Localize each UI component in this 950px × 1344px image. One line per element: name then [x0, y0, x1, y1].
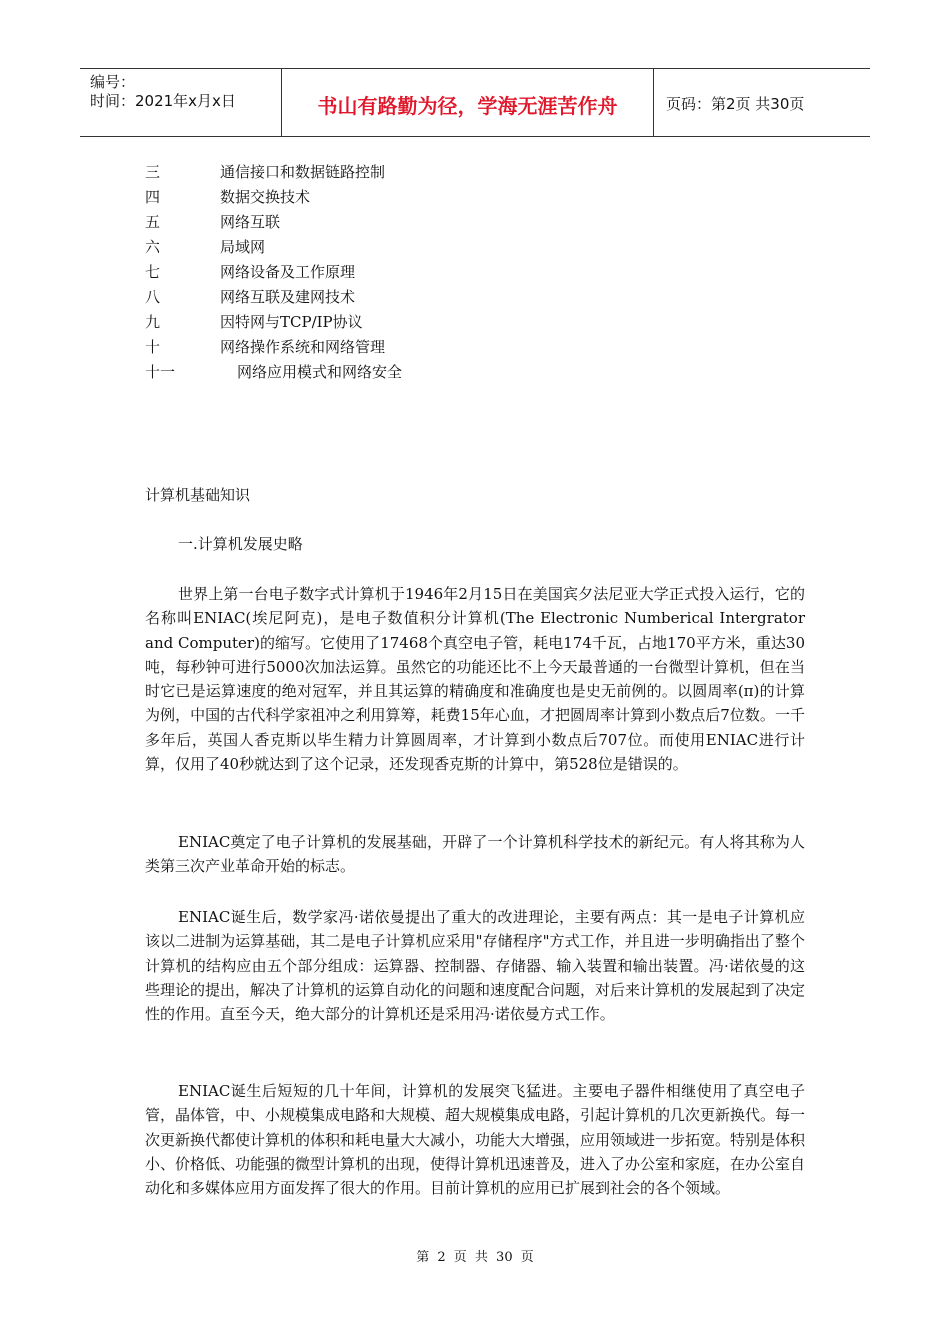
toc-item-number: 四	[145, 188, 161, 206]
toc-item	[145, 285, 645, 310]
toc-item	[145, 160, 645, 185]
toc-item-title: 局域网	[220, 238, 266, 256]
toc-item-number: 十一	[145, 363, 176, 381]
subsection-heading: 一.计算机发展史略	[178, 535, 303, 553]
header-meta	[80, 69, 282, 136]
toc-item-number: 八	[145, 288, 161, 306]
section-heading: 计算机基础知识	[145, 486, 251, 504]
header-page-info: 页码：第2页 共30页	[666, 95, 805, 113]
toc-item-title: 通信接口和数据链路控制	[220, 163, 386, 181]
toc-item	[145, 360, 645, 385]
document-date: 时间：2021年x月x日	[90, 92, 236, 110]
body-paragraph: 世界上第一台电子数字式计算机于1946年2月15日在美国宾夕法尼亚大学正式投入运行，它的名称叫ENIAC(埃尼阿克)，是电子数值积分计算机(The Electronic Numberical Intergrator and Computer)的缩写。它使用了17468个真空电子管，耗电174千瓦，占地170平方米，重达30吨，每秒钟可进行5000次加法运算。虽然它的功能还比不上今天最普通的一台微型计算机，但在当时它已是运算速度的绝对冠军，并且其运算的精确度和准确度也是史无前例的。以圆周率(π)的计算为例，中国的古代科学家祖冲之利用算筹，耗费15年心血，才把圆周率计算到小数点后7位数。一千多年后，英国人香克斯以毕生精力计算圆周率，才计算到小数点后707位。而使用ENIAC进行计算，仅用了40秒就达到了这个记录，还发现香克斯的计算中，第528位是错误的。	[145, 585, 805, 774]
toc-item-title: 网络互联	[220, 213, 281, 231]
body-paragraph: ENIAC诞生后，数学家冯·诺依曼提出了重大的改进理论，主要有两点：其一是电子计算机应该以二进制为运算基础，其二是电子计算机应采用"存储程序"方式工作，并且进一步明确指出了整个计算机的结构应由五个部分组成：运算器、控制器、存储器、输入装置和输出装置。冯·诺依曼的这些理论的提出，解决了计算机的运算自动化的问题和速度配合问题，对后来计算机的发展起到了决定性的作用。直至今天，绝大部分的计算机还是采用冯·诺依曼方式工作。	[145, 908, 806, 1024]
toc-item-number: 十	[145, 338, 161, 356]
header-motto: 书山有路勤为径，学海无涯苦作舟	[282, 69, 654, 136]
page-footer: 第 2 页 共 30 页	[416, 1250, 534, 1265]
page-header	[80, 68, 870, 137]
body-paragraph: ENIAC诞生后短短的几十年间，计算机的发展突飞猛进。主要电子器件相继使用了真空电子管，晶体管，中、小规模集成电路和大规模、超大规模集成电路，引起计算机的几次更新换代。每一次更新换代都使计算机的体积和耗电量大大减小，功能大大增强，应用领域进一步拓宽。特别是体积小、价格低、功能强的微型计算机的出现，使得计算机迅速普及，进入了办公室和家庭，在办公室自动化和多媒体应用方面发挥了很大的作用。目前计算机的应用已扩展到社会的各个领域。	[145, 1082, 806, 1198]
toc-item	[145, 235, 645, 260]
toc-item-title: 因特网与TCP/IP协议	[220, 313, 363, 331]
toc-item	[145, 335, 645, 360]
document-number-label: 编号：	[90, 73, 136, 91]
toc-item-number: 五	[145, 213, 161, 231]
toc-item-title: 网络应用模式和网络安全	[237, 363, 403, 381]
toc-item	[145, 185, 645, 210]
toc-item-number: 三	[145, 163, 161, 181]
toc-item-number: 九	[145, 313, 161, 331]
toc-item-number: 七	[145, 263, 161, 281]
toc-item-number: 六	[145, 238, 161, 256]
toc-item	[145, 210, 645, 235]
toc-item	[145, 260, 645, 285]
toc-item-title: 网络操作系统和网络管理	[220, 338, 386, 356]
table-of-contents	[145, 160, 645, 385]
toc-item-title: 网络设备及工作原理	[220, 263, 356, 281]
toc-item-title: 数据交换技术	[220, 188, 311, 206]
body-paragraph: ENIAC奠定了电子计算机的发展基础，开辟了一个计算机科学技术的新纪元。有人将其称为人类第三次产业革命开始的标志。	[145, 833, 805, 876]
toc-item	[145, 310, 645, 335]
toc-item-title: 网络互联及建网技术	[220, 288, 356, 306]
